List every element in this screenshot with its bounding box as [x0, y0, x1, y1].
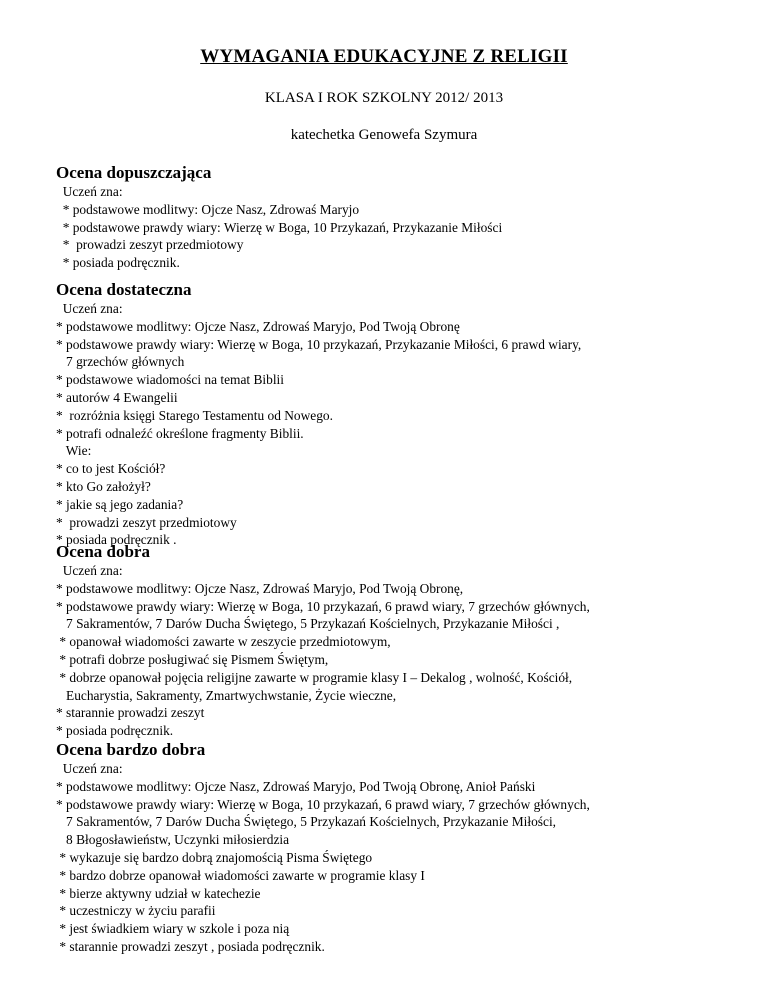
list-item: * posiada podręcznik.: [56, 723, 174, 739]
list-item: Uczeń zna:: [56, 761, 123, 776]
section-ocena-dopuszczajaca: [56, 163, 746, 272]
list-item: * podstawowe modlitwy: Ojcze Nasz, Zdrowaś Maryjo: [56, 201, 360, 217]
list-item: * potrafi dobrze posługiwać się Pismem Świętym,: [56, 651, 329, 667]
section-heading: Ocena dopuszczająca: [56, 163, 212, 182]
list-item: 8 Błogosławieństw, Uczynki miłosierdzia: [56, 832, 290, 848]
list-item: 7 Sakramentów, 7 Darów Ducha Świętego, 5 Przykazań Kościelnych, Przykazanie Miłości ,: [56, 616, 560, 632]
list-item: * prowadzi zeszyt przedmiotowy: [56, 514, 237, 530]
list-item: * podstawowe prawdy wiary: Wierzę w Boga, 10 przykazań, 6 prawd wiary, 7 grzechów głównych,: [56, 796, 590, 812]
list-item: * bierze aktywny udział w katechezie: [56, 885, 261, 901]
list-item: * co to jest Kościół?: [56, 461, 166, 477]
list-item: * rozróżnia księgi Starego Testamentu od Nowego.: [56, 407, 333, 423]
list-item: * starannie prowadzi zeszyt: [56, 705, 205, 721]
list-item: Wie:: [56, 443, 92, 459]
list-item: * jakie są jego zadania?: [56, 496, 184, 512]
section-heading: Ocena dostateczna: [56, 280, 192, 299]
document-subtitle: KLASA I ROK SZKOLNY 2012/ 2013: [264, 90, 504, 106]
list-item: * autorów 4 Ewangelii: [56, 389, 178, 405]
list-item: 7 grzechów głównych: [56, 354, 185, 370]
list-item: * kto Go założył?: [56, 478, 151, 494]
list-item: Uczeń zna:: [56, 563, 123, 578]
list-item: * podstawowe prawdy wiary: Wierzę w Boga, 10 przykazań, 6 prawd wiary, 7 grzechów głównych,: [56, 598, 590, 614]
section-heading: Ocena dobra: [56, 542, 150, 561]
list-item: * podstawowe wiadomości na temat Biblii: [56, 372, 284, 388]
list-item: * posiada podręcznik.: [56, 255, 180, 271]
list-item: Uczeń zna:: [56, 301, 123, 316]
list-item: * uczestniczy w życiu parafii: [56, 903, 216, 919]
section-ocena-dobra: [56, 542, 746, 740]
list-item: * starannie prowadzi zeszyt , posiada podręcznik.: [56, 938, 325, 954]
document-title: WYMAGANIA EDUKACYJNE Z RELIGII: [200, 46, 568, 67]
list-item: * podstawowe modlitwy: Ojcze Nasz, Zdrowaś Maryjo, Pod Twoją Obronę: [56, 318, 460, 334]
list-item: Uczeń zna:: [56, 184, 123, 199]
teacher-name: katechetka Genowefa Szymura: [290, 127, 478, 143]
section-ocena-bardzo-dobra: [56, 740, 746, 956]
list-item: * podstawowe prawdy wiary: Wierzę w Boga, 10 przykazań, Przykazanie Miłości, 6 prawd wiary,: [56, 336, 582, 352]
list-item: * posiada podręcznik .: [56, 532, 177, 548]
section-ocena-dostateczna: [56, 280, 746, 549]
list-item: Eucharystia, Sakramenty, Zmartwychwstanie, Życie wieczne,: [56, 687, 397, 703]
list-item: * podstawowe modlitwy: Ojcze Nasz, Zdrowaś Maryjo, Pod Twoją Obronę, Anioł Pański: [56, 778, 536, 794]
list-item: * opanował wiadomości zawarte w zeszycie przedmiotowym,: [56, 634, 391, 650]
section-heading: Ocena bardzo dobra: [56, 740, 206, 759]
list-item: * wykazuje się bardzo dobrą znajomością Pisma Świętego: [56, 849, 373, 865]
list-item: * dobrze opanował pojęcia religijne zawarte w programie klasy I – Dekalog , wolność, Kościół,: [56, 669, 573, 685]
list-item: * podstawowe prawdy wiary: Wierzę w Boga, 10 Przykazań, Przykazanie Miłości: [56, 219, 503, 235]
list-item: * podstawowe modlitwy: Ojcze Nasz, Zdrowaś Maryjo, Pod Twoją Obronę,: [56, 580, 464, 596]
list-item: 7 Sakramentów, 7 Darów Ducha Świętego, 5 Przykazań Kościelnych, Przykazanie Miłości,: [56, 814, 557, 830]
list-item: * bardzo dobrze opanował wiadomości zawarte w programie klasy I: [56, 867, 425, 883]
list-item: * prowadzi zeszyt przedmiotowy: [56, 237, 244, 253]
list-item: * jest świadkiem wiary w szkole i poza nią: [56, 921, 290, 937]
list-item: * potrafi odnaleźć określone fragmenty Biblii.: [56, 425, 304, 441]
